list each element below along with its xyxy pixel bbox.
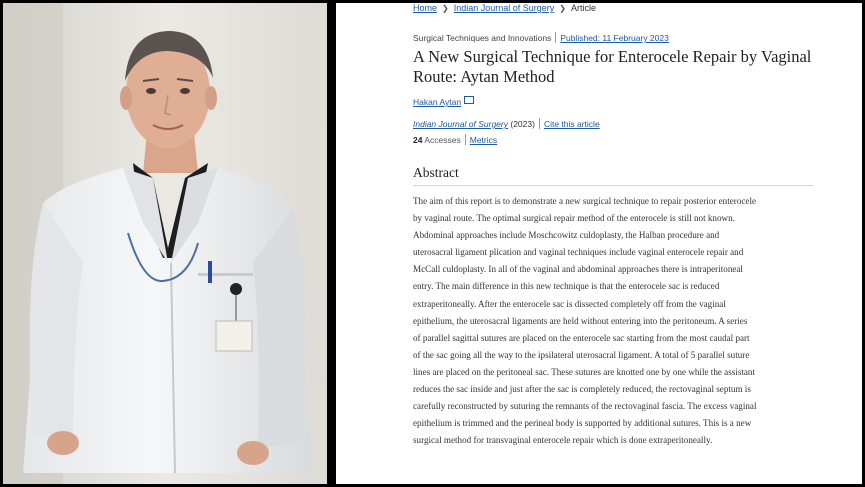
abstract-line: McCall culdoplasty. In all of the vaginal and abdominal approaches there is intraperitoneal [413, 264, 743, 275]
accesses-label: Accesses [424, 135, 461, 145]
article-page [336, 3, 862, 484]
abstract-line: The aim of this report is to demonstrate a new surgical technique to repair posterior enterocele [413, 196, 757, 206]
abstract-line: extraperitoneally. After the enterocele sac is dissected completely off from the vaginal [413, 298, 726, 309]
abstract-divider [413, 185, 813, 186]
abstract-line: epithelium, the uterosacral ligaments are held without entering into the peritoneum. A series [413, 315, 748, 326]
abstract-heading: Abstract [413, 165, 459, 180]
abstract-line: of the sac going all the way to the ipsilateral uterosacral ligament. A total of 5 parallel suture [413, 349, 750, 360]
breadcrumb-current: Article [570, 3, 596, 13]
abstract-line: uterosacral ligament plication and vaginal techniques include vaginal enterocele repair and [413, 247, 744, 258]
abstract-line: of parallel sagittal sutures are placed on the enterocele sac starting from the most caudal part [413, 332, 750, 343]
abstract-line: epithelium is trimmed and the perineal body is supported by additional sutures. This is a new [413, 418, 752, 429]
cite-article-link[interactable]: Cite this article [543, 119, 600, 129]
published-date-link[interactable]: Published: 11 February 2023 [560, 33, 669, 43]
metrics-link[interactable]: Metrics [469, 135, 498, 145]
access-line [413, 134, 497, 145]
abstract-body [413, 193, 813, 449]
accesses-count: 24 [413, 135, 423, 145]
breadcrumb [413, 3, 596, 13]
chevron-right-icon: ❯ [559, 4, 566, 13]
author-line [413, 96, 474, 107]
journal-line [413, 118, 600, 129]
abstract-line: Abdominal approaches include Moschcowitz culdoplasty, the Halban procedure and [413, 230, 720, 241]
divider [465, 134, 466, 145]
mail-icon[interactable] [464, 96, 474, 104]
abstract-line: reduces the sac inside and just after the sac is completely reduced, the rectovaginal septum is [413, 384, 751, 395]
article-section: Surgical Techniques and Innovations [413, 33, 552, 43]
abstract-line: entry. The main difference in this new technique is that the enterocele sac is reduced [413, 281, 720, 292]
article-title: A New Surgical Technique for Enterocele Repair by Vaginal Route: Aytan Method [413, 47, 812, 86]
author-photo-panel [3, 3, 327, 484]
divider [555, 32, 556, 43]
abstract-line: lines are placed on the peritoneal sac. These sutures are knotted one by one while the assistant [413, 366, 755, 377]
journal-link[interactable]: Indian Journal of Surgery [413, 119, 508, 129]
chevron-right-icon: ❯ [442, 4, 449, 13]
abstract-line: by vaginal route. The optimal surgical repair method of the enterocele is still not known. [413, 213, 735, 224]
divider [539, 118, 540, 129]
article-year: (2023) [510, 119, 535, 129]
author-link[interactable]: Hakan Aytan [413, 97, 462, 107]
breadcrumb-journal-link[interactable]: Indian Journal of Surgery [453, 3, 555, 13]
author-portrait [3, 3, 327, 484]
breadcrumb-home-link[interactable]: Home [413, 3, 438, 13]
abstract-line: carefully reconstructed by suturing the remnants of the rectovaginal fascia. The excess vaginal [413, 401, 757, 412]
abstract-line: surgical method for transvaginal enterocele repair which is done extraperitoneally. [413, 435, 713, 446]
article-meta [413, 32, 669, 43]
